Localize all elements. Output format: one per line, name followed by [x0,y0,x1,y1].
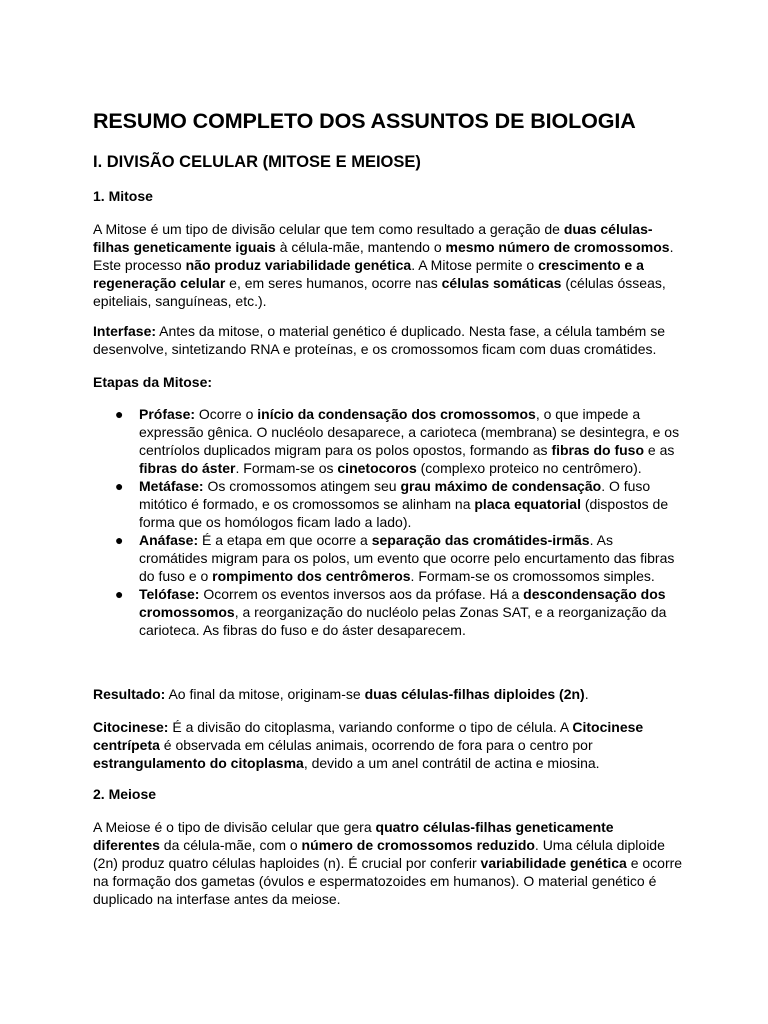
list-item-text: Prófase: Ocorre o início da condensação dos cromossomos, o que impede a expressão gênica. O nucléolo desaparece, a carioteca (membrana) se desintegra, e os centríolos duplicados migram para os polos opostos, formando as fibras do fuso e as fibras do áster. Formam-se os cinetocoros (complexo proteico no centrômero). [139,406,680,476]
section-heading-divisao-celular: I. DIVISÃO CELULAR (MITOSE E MEIOSE) [93,153,421,171]
list-item-anafase [93,531,683,585]
etapas-heading: Etapas da Mitose: [93,374,213,390]
bullet-icon: ● [115,478,124,494]
mitose-intro-paragraph: A Mitose é um tipo de divisão celular que tem como resultado a geração de duas células-filhas geneticamente iguais à célula-mãe, mantendo o mesmo número de cromossomos. Este processo não produz variabilidade genética. A Mitose permite o crescimento e a regeneração celular e, em seres humanos, ocorre nas células somáticas (células ósseas, epiteliais, sanguíneas, etc.). [93,221,674,309]
citocinese-paragraph: Citocinese: É a divisão do citoplasma, variando conforme o tipo de célula. A Citocinese centrípeta é observada em células animais, ocorrendo de fora para o centro por estrangulamento do citoplasma, devido a um anel contrátil de actina e miosina. [93,719,644,771]
list-item-text: Telófase: Ocorrem os eventos inversos aos da prófase. Há a descondensação dos cromossomos, a reorganização do nucléolo pelas Zonas SAT, e a reorganização da carioteca. As fibras do fuso e do áster desaparecem. [139,586,667,638]
bullet-icon: ● [115,586,124,602]
meiose-intro-paragraph: A Meiose é o tipo de divisão celular que gera quatro células-filhas geneticamente diferentes da célula-mãe, com o número de cromossomos reduzido. Uma célula diploide (2n) produz quatro células haploides (n). É crucial por conferir variabilidade genética e ocorre na formação dos gametas (óvulos e espermatozoides em humanos). O material genético é duplicado na interfase antes da meiose. [93,819,683,907]
list-item-text: Metáfase: Os cromossomos atingem seu grau máximo de condensação. O fuso mitótico é formado, e os cromossomos se alinham na placa equatorial (dispostos de forma que os homólogos ficam lado a lado). [139,478,669,530]
bullet-icon: ● [115,406,124,422]
list-item-profase [93,405,683,477]
list-item-telofase [93,585,683,639]
etapas-list [93,405,683,639]
subsection-heading-meiose: 2. Meiose [93,786,157,802]
interfase-paragraph: Interfase: Antes da mitose, o material genético é duplicado. Nesta fase, a célula também se desenvolve, sintetizando RNA e proteínas, e os cromossomos ficam com duas cromátides. [93,323,665,357]
list-item-metafase [93,477,683,531]
list-item-text: Anáfase: É a etapa em que ocorre a separação das cromátides-irmãs. As cromátides migram para os polos, um evento que ocorre pelo encurtamento das fibras do fuso e o rompimento dos centrômeros. Formam-se os cromossomos simples. [139,532,675,584]
document-title: RESUMO COMPLETO DOS ASSUNTOS DE BIOLOGIA [93,109,636,133]
bullet-icon: ● [115,532,124,548]
resultado-paragraph: Resultado: Ao final da mitose, originam-se duas células-filhas diploides (2n). [93,686,589,702]
subsection-heading-mitose: 1. Mitose [93,188,153,204]
